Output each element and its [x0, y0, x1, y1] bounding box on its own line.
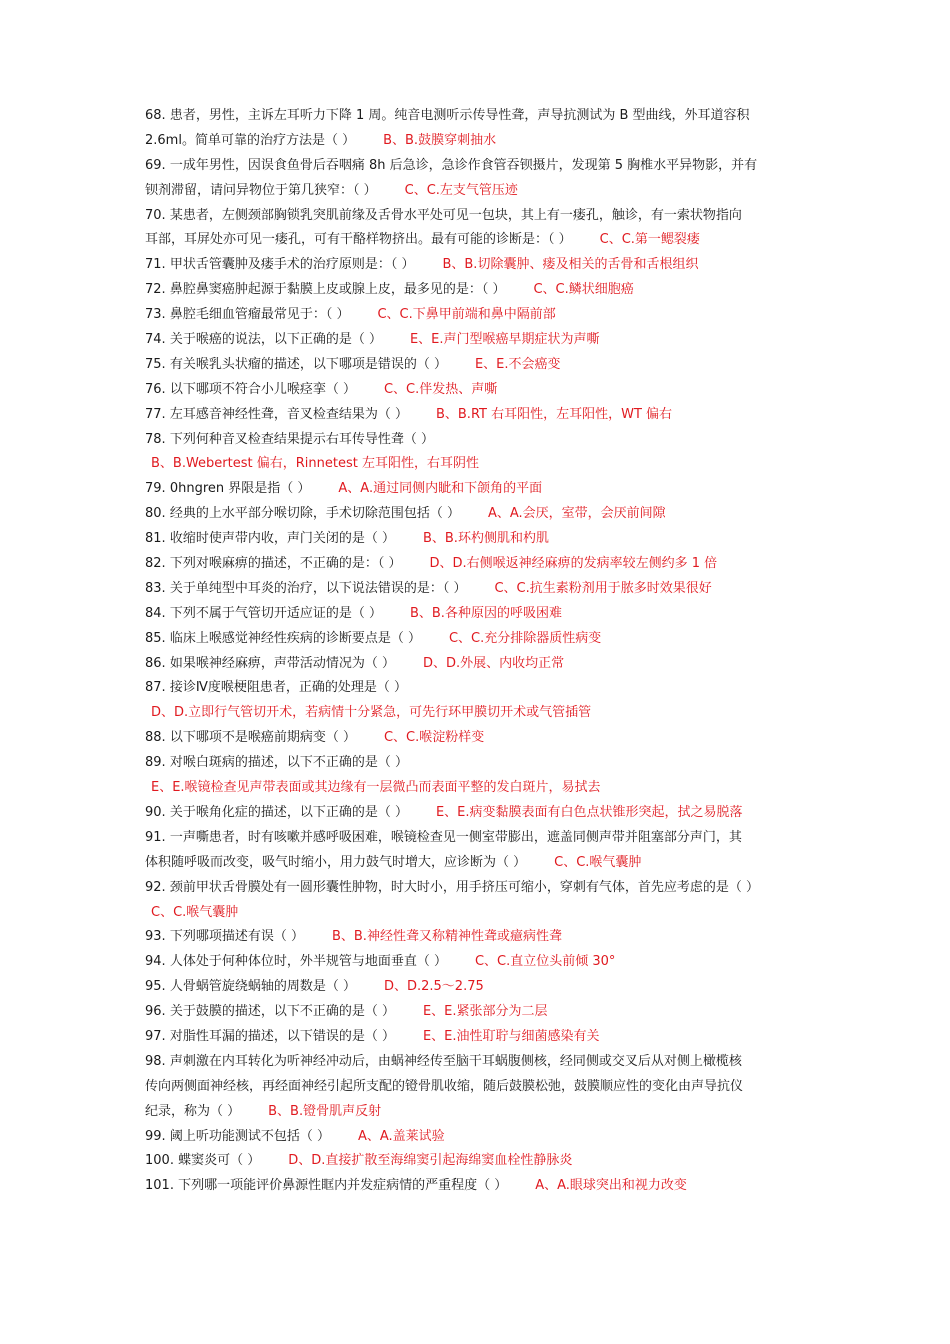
question-item: [145, 627, 815, 652]
question-line: [145, 925, 815, 950]
question-item: [145, 975, 815, 1000]
answer-text: D、D.立即行气管切开术，若病情十分紧急，可先行环甲膜切开术或气管插管: [151, 705, 592, 721]
question-text: 以下哪项不是喉癌前期病变（ ）: [169, 730, 356, 746]
question-number: 84.: [145, 605, 166, 621]
question-line: [145, 502, 815, 527]
question-item: [145, 1174, 815, 1199]
answer-text: A、A.会厌，室带，会厌前间隙: [487, 506, 666, 522]
question-text: 鼻腔毛细血管瘤最常见于：（ ）: [169, 307, 350, 323]
answer-text: B、B.环杓侧肌和杓肌: [422, 531, 549, 547]
answer-text: D、D.外展、内收均正常: [422, 655, 565, 671]
question-line: [145, 403, 815, 428]
question-text: 一声嘶患者，时有咳嗽并感呼吸困难，喉镜检查见一侧室带膨出，遮盖同侧声带并阻塞部分声门，其: [169, 829, 742, 845]
question-item: [145, 876, 815, 926]
question-number: 97.: [145, 1028, 166, 1044]
question-item: [145, 477, 815, 502]
question-line: [145, 975, 815, 1000]
question-text: 鼻腔鼻窦癌肿起源于黏膜上皮或腺上皮，最多见的是：（ ）: [169, 282, 506, 298]
question-number: 70.: [145, 207, 166, 223]
question-line: [145, 950, 815, 975]
question-item: [145, 1025, 815, 1050]
question-number: 78.: [145, 431, 166, 447]
answer-text: C、C.直立位头前倾 30°: [474, 954, 616, 970]
question-number: 80.: [145, 506, 166, 522]
question-item: [145, 676, 815, 726]
question-item: [145, 154, 815, 204]
answer-text: C、C.喉气囊肿: [151, 904, 239, 920]
answer-text: E、E.紧张部分为二层: [422, 1004, 548, 1020]
question-text: 关于喉癌的说法，以下正确的是（ ）: [169, 332, 382, 348]
question-line: [145, 776, 815, 801]
question-text: 如果喉神经麻痹，声带活动情况为（ ）: [169, 655, 395, 671]
question-number: 81.: [145, 531, 166, 547]
question-line: [145, 652, 815, 677]
answer-text: C、C.抗生素粉剂用于脓多时效果很好: [494, 580, 712, 596]
answer-text: A、A.通过同侧内眦和下颌角的平面: [338, 481, 543, 497]
question-text: 钡剂滞留，请问异物位于第几狭窄：（ ）: [145, 182, 377, 198]
answer-text: B、B.神经性聋又称精神性聋或癔病性聋: [331, 929, 562, 945]
question-text: 患者，男性，主诉左耳听力下降 1 周。纯音电测听示传导性聋，声导抗测试为 B 型曲线，外耳道容积: [169, 108, 750, 123]
question-number: 91.: [145, 829, 166, 845]
question-text: 有关喉乳头状瘤的描述，以下哪项是错误的（ ）: [169, 356, 447, 372]
question-item: [145, 378, 815, 403]
question-item: [145, 328, 815, 353]
question-text: 某患者，左侧颈部胸锁乳突肌前缘及舌骨水平处可见一包块，其上有一瘘孔，触诊，有一索状物指向: [169, 207, 742, 223]
question-text: 2.6ml。简单可靠的治疗方法是（ ）: [145, 132, 356, 148]
question-number: 77.: [145, 406, 166, 422]
question-text: 下列何种音叉检查结果提示右耳传导性聋（ ）: [169, 431, 434, 447]
question-line: [145, 826, 815, 851]
question-item: [145, 428, 815, 478]
question-text: 声刺激在内耳转化为听神经冲动后，由蜗神经传至脑干耳蜗腹侧核，经同侧或交叉后从对侧上橄榄核: [169, 1053, 742, 1069]
question-number: 99.: [145, 1128, 166, 1144]
question-text: 人骨蜗管旋绕蜗轴的周数是（ ）: [169, 979, 356, 995]
question-item: [145, 527, 815, 552]
question-line: [145, 204, 815, 229]
question-line: [145, 452, 815, 477]
question-line: [145, 577, 815, 602]
question-line: [145, 627, 815, 652]
question-line: [145, 851, 815, 876]
question-item: [145, 577, 815, 602]
question-text: 纪录，称为（ ）: [145, 1103, 241, 1119]
question-text: 收缩时使声带内收，声门关闭的是（ ）: [169, 531, 395, 547]
question-text: 阈上听功能测试不包括（ ）: [169, 1128, 330, 1144]
answer-text: C、C.鳞状细胞癌: [533, 282, 634, 298]
question-item: [145, 1000, 815, 1025]
question-line: [145, 428, 815, 453]
question-number: 75.: [145, 356, 166, 372]
question-number: 83.: [145, 580, 166, 596]
question-line: [145, 676, 815, 701]
question-line: [145, 328, 815, 353]
question-number: 73.: [145, 307, 166, 323]
question-line: [145, 1025, 815, 1050]
question-number: 86.: [145, 655, 166, 671]
answer-text: C、C.左支气管压迹: [404, 182, 518, 198]
question-text: 蝶窦炎可（ ）: [178, 1153, 261, 1169]
answer-text: D、D.右侧喉返神经麻痹的发病率较左侧约多 1 倍: [429, 556, 718, 572]
question-line: [145, 901, 815, 926]
question-item: [145, 278, 815, 303]
question-text: 对喉白斑病的描述，以下不正确的是（ ）: [169, 755, 408, 771]
question-line: [145, 726, 815, 751]
question-item: [145, 602, 815, 627]
question-item: [145, 801, 815, 826]
question-line: [145, 1000, 815, 1025]
answer-text: E、E.病变黏膜表面有白色点状锥形突起，拭之易脱落: [435, 804, 743, 820]
question-text: 体积随呼吸而改变，吸气时缩小，用力鼓气时增大，应诊断为（ ）: [145, 854, 527, 870]
question-line: [145, 378, 815, 403]
question-line: [145, 1100, 815, 1125]
question-item: [145, 204, 815, 254]
question-number: 69.: [145, 157, 166, 173]
answer-text: B、B.各种原因的呼吸困难: [409, 605, 562, 621]
question-line: [145, 1050, 815, 1075]
question-line: [145, 527, 815, 552]
question-line: [145, 552, 815, 577]
question-number: 74.: [145, 332, 166, 348]
answer-text: B、B.Webertest 偏右，Rinnetest 左耳阳性，右耳阴性: [151, 456, 479, 472]
question-line: [145, 1075, 815, 1100]
question-text: 左耳感音神经性聋，音叉检查结果为（ ）: [169, 406, 408, 422]
question-number: 89.: [145, 755, 166, 771]
question-text: 对脂性耳漏的描述，以下错误的是（ ）: [169, 1028, 395, 1044]
question-number: 76.: [145, 381, 166, 397]
question-text: 经典的上水平部分喉切除，手术切除范围包括（ ）: [169, 506, 460, 522]
question-number: 88.: [145, 730, 166, 746]
question-text: 颈前甲状舌骨膜处有一圆形囊性肿物，时大时小，用手挤压可缩小，穿刺有气体，首先应考虑的是（ ）: [169, 879, 759, 895]
question-line: [145, 179, 815, 204]
question-line: [145, 104, 815, 129]
question-text: 一成年男性，因误食鱼骨后吞咽痛 8h 后急诊，急诊作食管吞钡摄片，发现第 5 胸椎水平异物影，并有: [169, 157, 758, 173]
question-text: 关于喉角化症的描述，以下正确的是（ ）: [169, 804, 408, 820]
question-text: 关于单纯型中耳炎的治疗，以下说法错误的是：（ ）: [169, 580, 467, 596]
question-line: [145, 602, 815, 627]
question-line: [145, 751, 815, 776]
question-number: 72.: [145, 282, 166, 298]
question-text: 下列哪一项能评价鼻源性眶内并发症病情的严重程度（ ）: [178, 1178, 508, 1194]
question-line: [145, 129, 815, 154]
answer-text: E、E.不会癌变: [474, 356, 561, 372]
question-item: [145, 403, 815, 428]
question-number: 87.: [145, 680, 166, 696]
answer-text: D、D.2.5～2.75: [383, 979, 484, 995]
question-line: [145, 353, 815, 378]
answer-text: D、D.直接扩散至海绵窦引起海绵窦血栓性静脉炎: [288, 1153, 573, 1169]
question-number: 85.: [145, 630, 166, 646]
question-line: [145, 228, 815, 253]
question-number: 94.: [145, 954, 166, 970]
question-list: [145, 104, 815, 1199]
question-number: 68.: [145, 108, 166, 123]
question-number: 82.: [145, 556, 166, 572]
question-text: 以下哪项不符合小儿喉痉挛（ ）: [169, 381, 356, 397]
question-item: [145, 652, 815, 677]
question-line: [145, 801, 815, 826]
question-line: [145, 1174, 815, 1199]
answer-text: C、C.下鼻甲前端和鼻中隔前部: [377, 307, 556, 323]
question-number: 101.: [145, 1178, 174, 1194]
question-number: 92.: [145, 879, 166, 895]
question-text: 下列不属于气管切开适应证的是（ ）: [169, 605, 382, 621]
question-item: [145, 104, 815, 154]
question-number: 93.: [145, 929, 166, 945]
question-line: [145, 154, 815, 179]
question-item: [145, 950, 815, 975]
question-line: [145, 253, 815, 278]
question-item: [145, 1149, 815, 1174]
answer-text: E、E.声门型喉癌早期症状为声嘶: [409, 332, 600, 348]
question-item: [145, 1125, 815, 1150]
answer-text: A、A.盖莱试验: [357, 1128, 445, 1144]
question-text: 下列哪项描述有误（ ）: [169, 929, 304, 945]
answer-text: A、A.眼球突出和视力改变: [535, 1178, 687, 1194]
question-text: 耳部，耳屏处亦可见一瘘孔，可有干酪样物挤出。最有可能的诊断是：（ ）: [145, 232, 572, 248]
question-item: [145, 353, 815, 378]
question-line: [145, 477, 815, 502]
question-text: 甲状舌管囊肿及瘘手术的治疗原则是：（ ）: [169, 257, 415, 273]
question-line: [145, 303, 815, 328]
question-text: 下列对喉麻痹的描述，不正确的是：（ ）: [169, 556, 402, 572]
question-item: [145, 925, 815, 950]
question-number: 100.: [145, 1153, 174, 1169]
question-item: [145, 552, 815, 577]
question-line: [145, 278, 815, 303]
answer-text: B、B.切除囊肿、瘘及相关的舌骨和舌根组织: [442, 257, 699, 273]
answer-text: B、B.RT 右耳阳性，左耳阳性，WT 偏右: [435, 406, 673, 422]
question-text: 临床上喉感觉神经性疾病的诊断要点是（ ）: [169, 630, 421, 646]
question-line: [145, 701, 815, 726]
answer-text: E、E.喉镜检查见声带表面或其边缘有一层微凸而表面平整的发白斑片，易拭去: [151, 780, 601, 796]
question-number: 95.: [145, 979, 166, 995]
question-item: [145, 826, 815, 876]
question-text: 人体处于何种体位时，外半规管与地面垂直（ ）: [169, 954, 447, 970]
question-item: [145, 303, 815, 328]
question-text: 0hngren 界限是指（ ）: [169, 481, 311, 497]
question-text: 接诊Ⅳ度喉梗阻患者，正确的处理是（ ）: [169, 680, 407, 696]
question-item: [145, 502, 815, 527]
question-text: 传向两侧面神经核，再经面神经引起所支配的镫骨肌收缩，随后鼓膜松弛，鼓膜顺应性的变化由声导抗仪: [145, 1078, 744, 1094]
answer-text: B、B.镫骨肌声反射: [268, 1103, 382, 1119]
question-item: [145, 751, 815, 801]
question-item: [145, 726, 815, 751]
question-text: 关于鼓膜的描述，以下不正确的是（ ）: [169, 1004, 395, 1020]
answer-text: C、C.喉气囊肿: [554, 854, 642, 870]
question-line: [145, 1149, 815, 1174]
answer-text: C、C.充分排除器质性病变: [448, 630, 602, 646]
question-number: 90.: [145, 804, 166, 820]
question-number: 71.: [145, 257, 166, 273]
question-item: [145, 253, 815, 278]
answer-text: C、C.喉淀粉样变: [383, 730, 485, 746]
answer-text: C、C.第一鳃裂瘘: [599, 232, 700, 248]
answer-text: B、B.鼓膜穿刺抽水: [383, 132, 497, 148]
question-number: 98.: [145, 1053, 166, 1069]
answer-text: C、C.伴发热、声嘶: [383, 381, 498, 397]
question-number: 79.: [145, 481, 166, 497]
answer-text: E、E.油性耵聍与细菌感染有关: [422, 1028, 600, 1044]
question-line: [145, 876, 815, 901]
question-number: 96.: [145, 1004, 166, 1020]
question-line: [145, 1125, 815, 1150]
question-item: [145, 1050, 815, 1125]
